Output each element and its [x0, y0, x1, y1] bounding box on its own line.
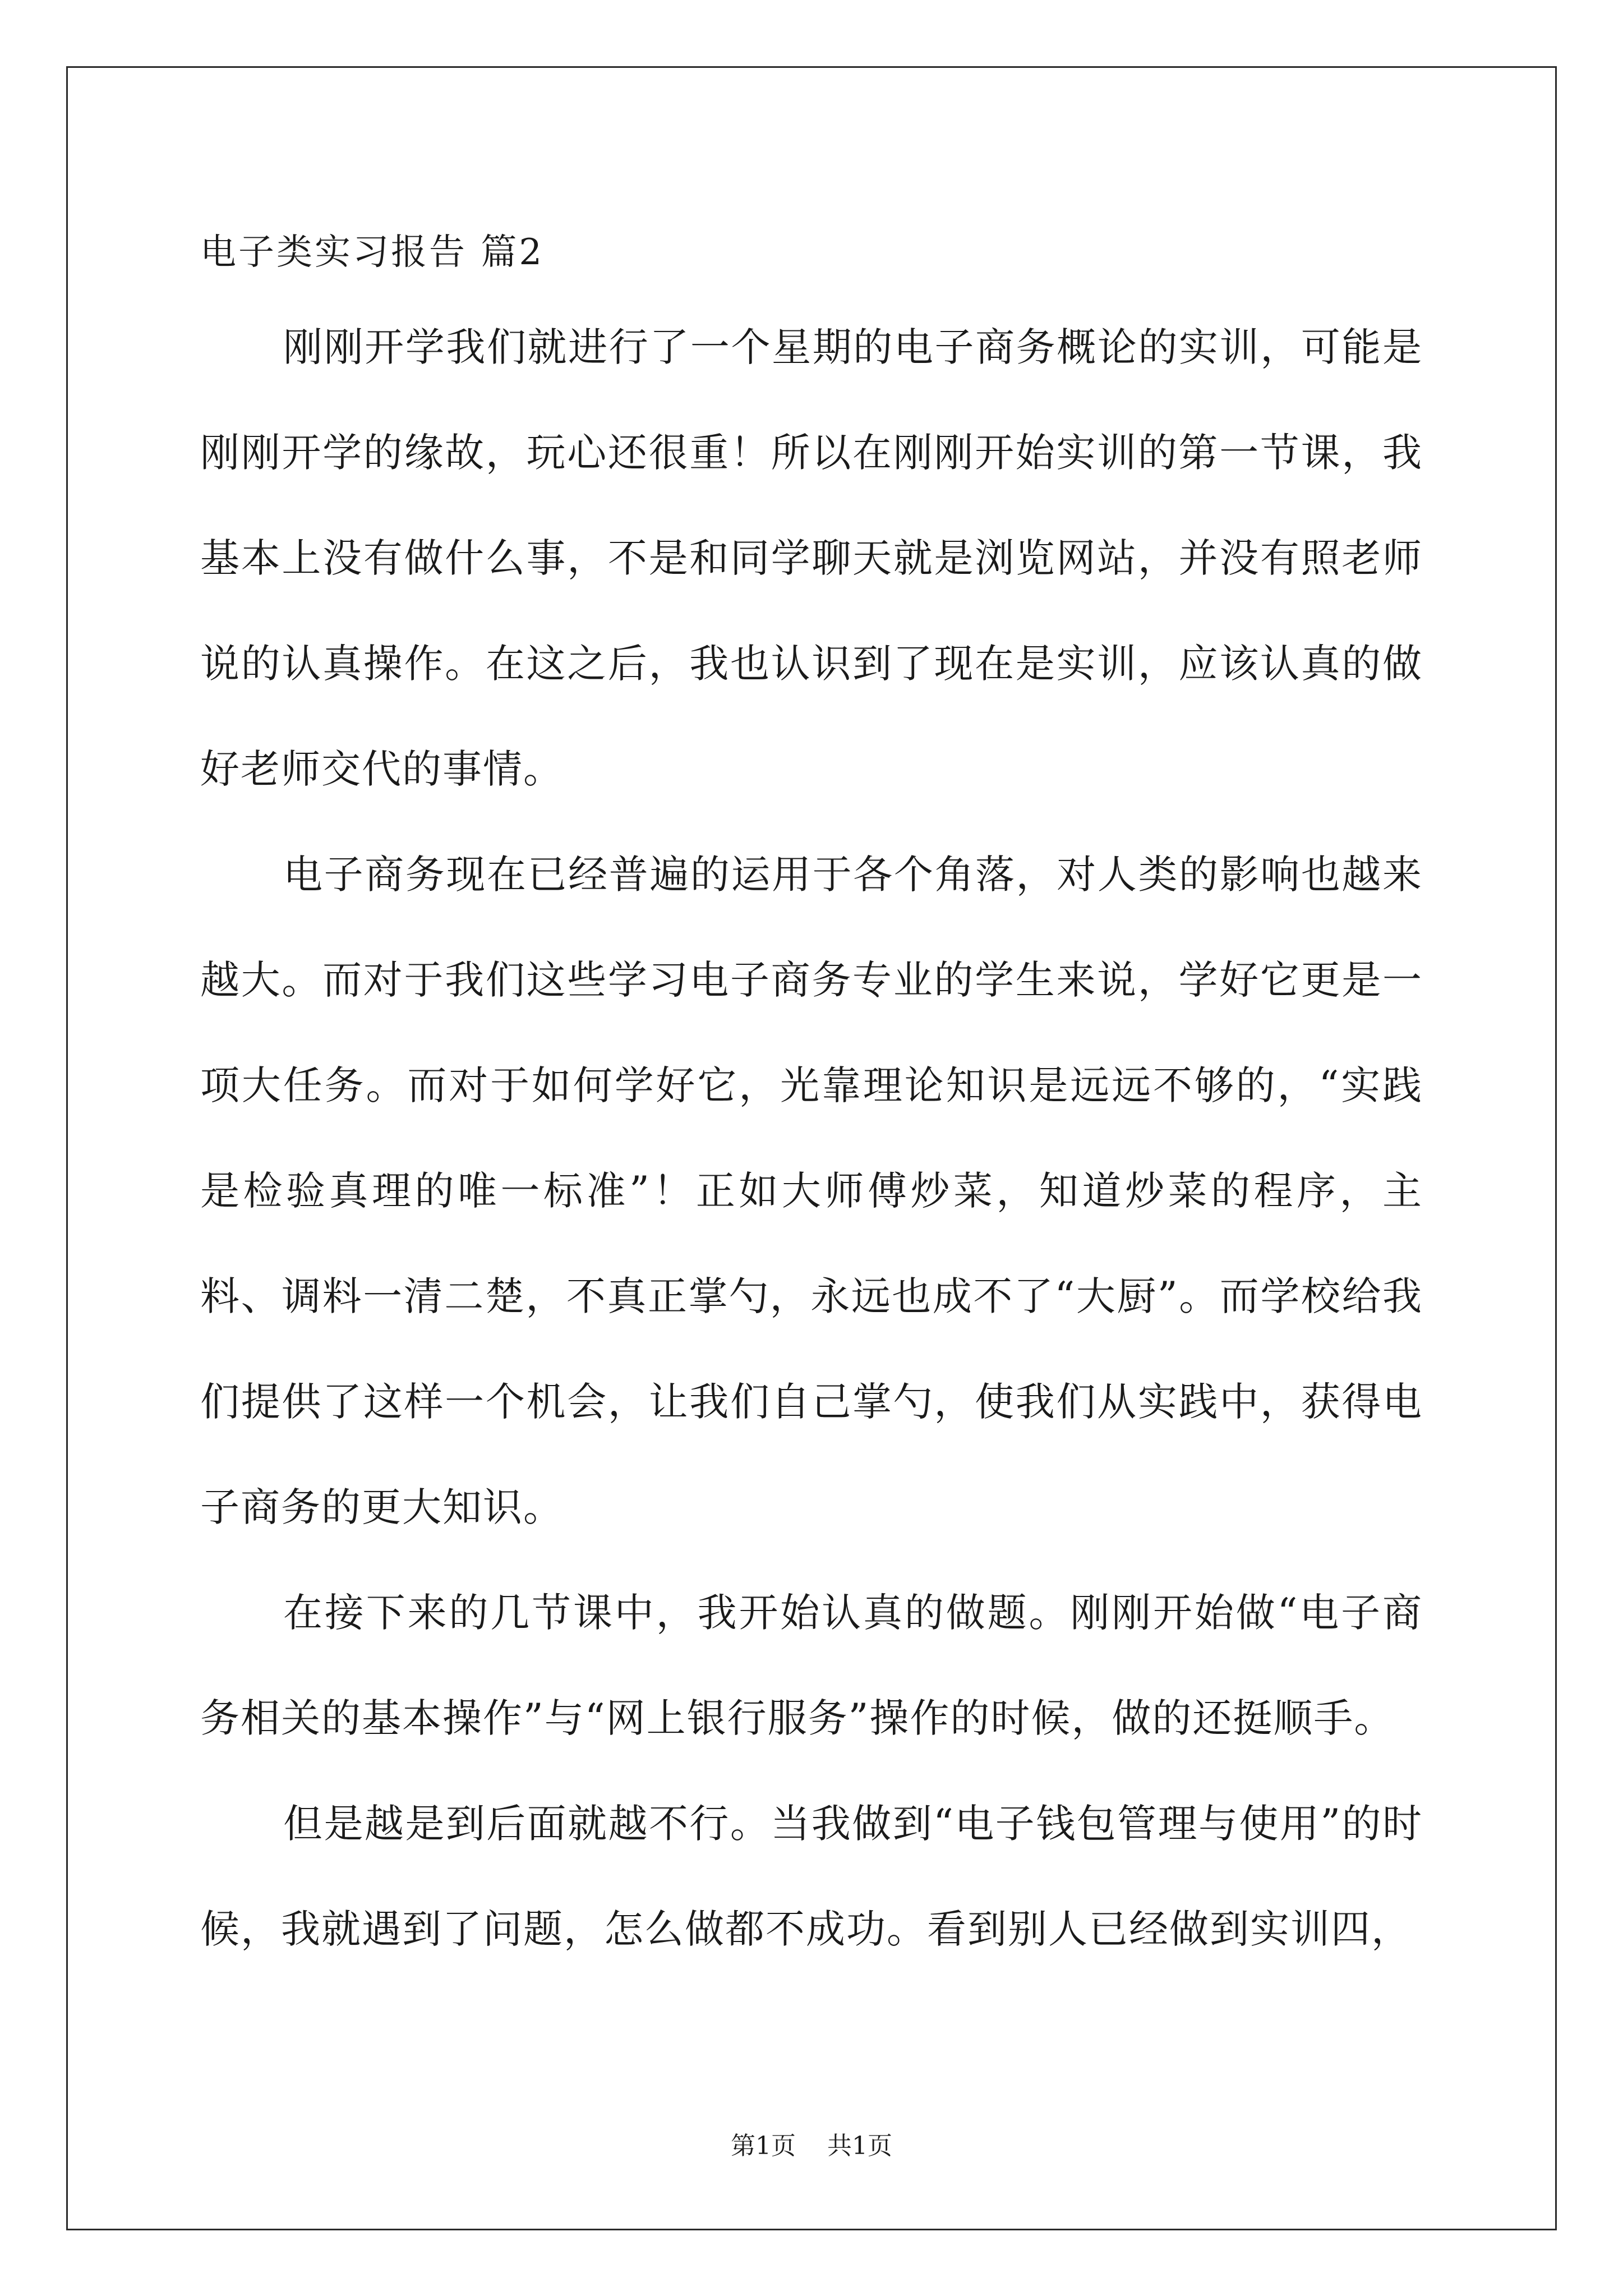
page-number-footer: 第1页 共1页 [731, 2132, 892, 2160]
paragraph-3: 在接下来的几节课中，我开始认真的做题。刚刚开始做“电子商务相关的基本操作”与“网上银行服务”操作的时候，做的还挺顺手。 [200, 1590, 1423, 1741]
paragraph-2: 电子商务现在已经普遍的运用于各个角落，对人类的影响也越来越大。而对于我们这些学习电子商务专业的学生来说，学好它更是一项大任务。而对于如何学好它，光靠理论知识是远远不够的，“实践是检验真理的唯一标准”！正如大师傅炒菜，知道炒菜的程序，主料、调料一清二楚，不真正掌勺，永远也成不了“大厨”。而学校给我们提供了这样一个机会，让我们自己掌勺，使我们从实践中，获得电子商务的更大知识。 [200, 852, 1423, 1530]
paragraph-4: 但是越是到后面就越不行。当我做到“电子钱包管理与使用”的时候，我就遇到了问题，怎么做都不成功。看到别人已经做到实训四， [200, 1801, 1423, 1952]
document-body [200, 210, 1423, 1982]
document-title: 电子类实习报告 篇2 [200, 232, 545, 273]
paragraph-1: 刚刚开学我们就进行了一个星期的电子商务概论的实训，可能是刚刚开学的缘故，玩心还很重！所以在刚刚开始实训的第一节课，我基本上没有做什么事，不是和同学聊天就是浏览网站，并没有照老师说的认真操作。在这之后，我也认识到了现在是实训，应该认真的做好老师交代的事情。 [200, 324, 1423, 792]
